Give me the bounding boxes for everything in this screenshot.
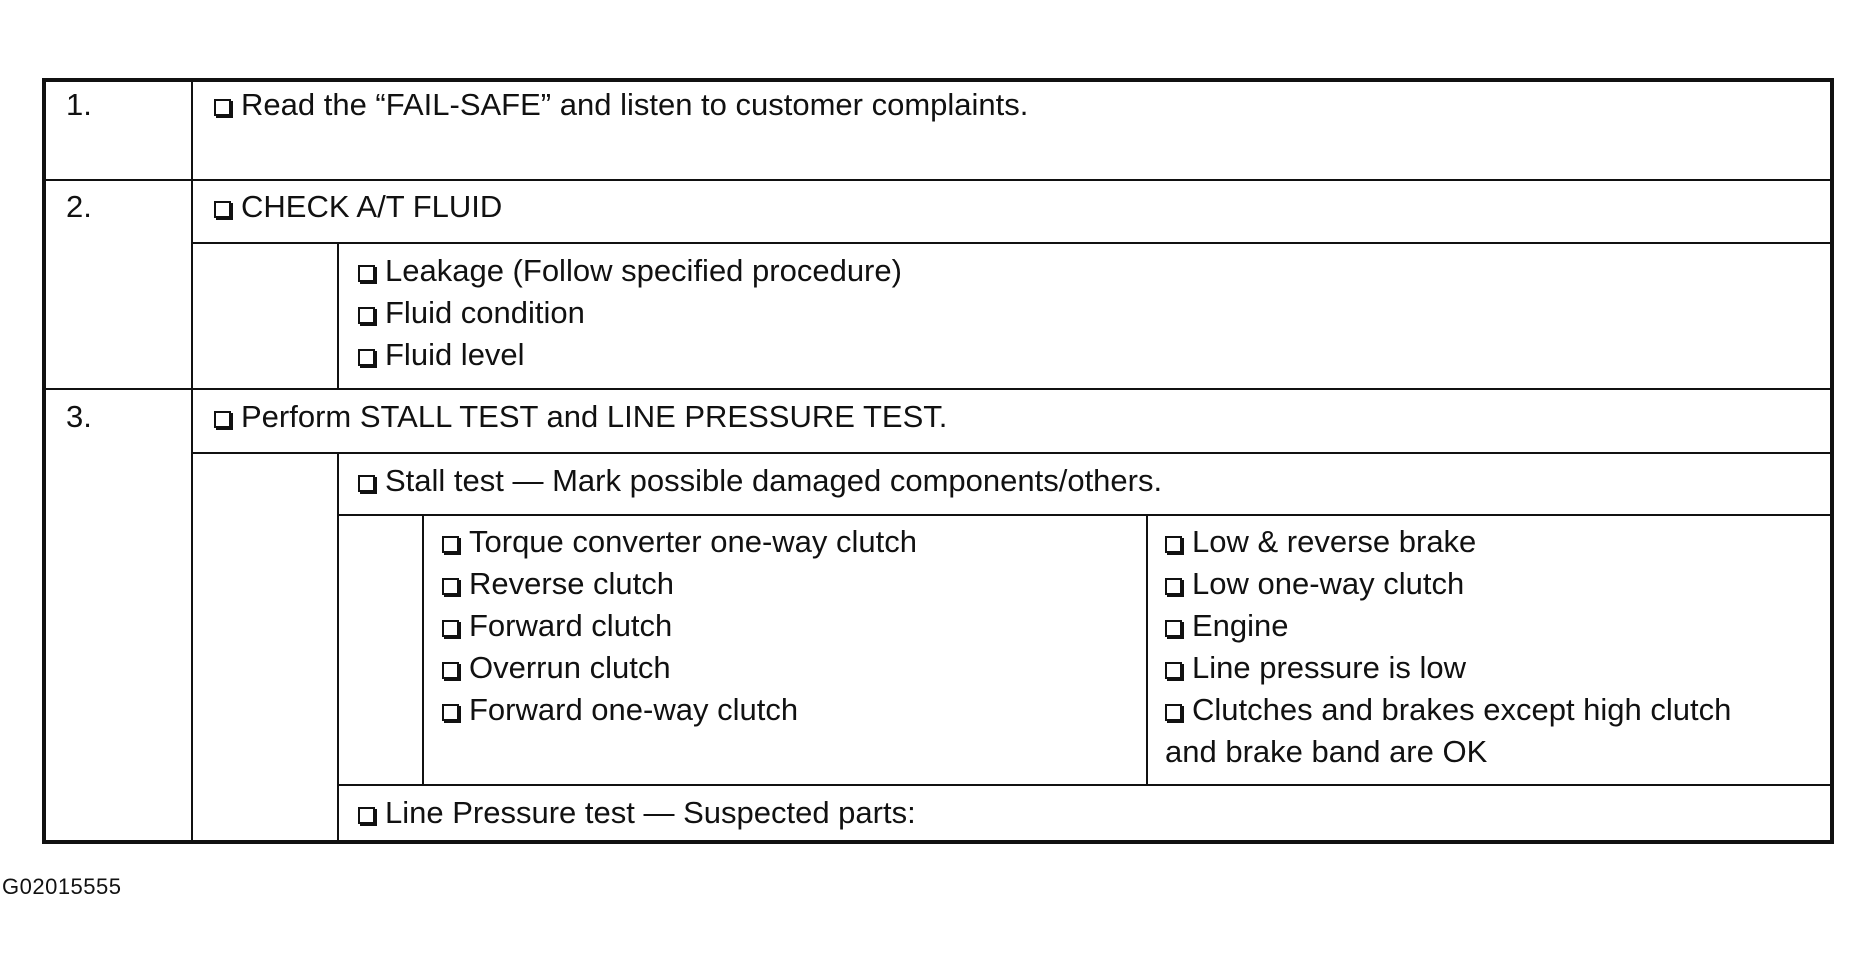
stall-column-divider [1146, 514, 1148, 786]
step-3-number: 3. [66, 399, 92, 434]
checkbox-icon[interactable] [214, 201, 231, 218]
checkbox-icon[interactable] [1165, 662, 1182, 679]
step-2-text: CHECK A/T FLUID [241, 189, 503, 224]
checkbox-icon[interactable] [214, 411, 231, 428]
checkbox-icon[interactable] [358, 307, 375, 324]
step-1-text: Read the “FAIL-SAFE” and listen to customer complaints. [241, 87, 1029, 122]
line-pressure-test-item[interactable] [358, 792, 916, 834]
checkbox-icon[interactable] [1165, 704, 1182, 721]
check-item[interactable]: Engine [1165, 605, 1731, 647]
check-item[interactable]: Forward clutch [442, 605, 917, 647]
checkbox-icon[interactable] [442, 704, 459, 721]
check-item[interactable]: Fluid condition [358, 292, 902, 334]
checkbox-icon[interactable] [1165, 578, 1182, 595]
checkbox-icon[interactable] [1165, 620, 1182, 637]
row-divider-2 [46, 388, 1830, 390]
check-item[interactable]: Forward one-way clutch [442, 689, 917, 731]
sub-indent-divider-3 [337, 452, 339, 840]
step-2-number: 2. [66, 189, 92, 224]
row-divider-2a [193, 242, 1830, 244]
check-item[interactable]: Low & reverse brake [1165, 521, 1731, 563]
check-item[interactable]: Torque converter one-way clutch [442, 521, 917, 563]
row-divider-3a [193, 452, 1830, 454]
step-1-number: 1. [66, 87, 92, 122]
check-item[interactable]: Low one-way clutch [1165, 563, 1731, 605]
check-item[interactable]: Line pressure is low [1165, 647, 1731, 689]
check-item[interactable]: Fluid level [358, 334, 902, 376]
stall-right-items [1165, 521, 1731, 773]
checkbox-icon[interactable] [1165, 536, 1182, 553]
checkbox-icon[interactable] [442, 620, 459, 637]
check-item[interactable]: Reverse clutch [442, 563, 917, 605]
step-1-item[interactable] [214, 84, 1028, 126]
row-divider-3c [339, 784, 1830, 786]
checkbox-icon[interactable] [214, 99, 231, 116]
step-2-item[interactable] [214, 186, 502, 228]
stall-indent-divider [422, 514, 424, 786]
stall-left-items [442, 521, 917, 731]
row-divider-3b [339, 514, 1830, 516]
diagnostic-checklist-table [42, 78, 1834, 844]
check-item[interactable]: Clutches and brakes except high clutch [1165, 689, 1731, 731]
step-3-item[interactable] [214, 396, 947, 438]
row-divider-1 [46, 179, 1830, 181]
check-item[interactable]: Overrun clutch [442, 647, 917, 689]
stall-test-item[interactable] [358, 460, 1162, 502]
check-item-continuation: and brake band are OK [1165, 734, 1488, 769]
check-item[interactable]: Leakage (Follow specified procedure) [358, 250, 902, 292]
checkbox-icon[interactable] [358, 475, 375, 492]
checkbox-icon[interactable] [358, 265, 375, 282]
checkbox-icon[interactable] [358, 349, 375, 366]
stall-test-text: Stall test — Mark possible damaged components/others. [385, 463, 1163, 498]
checkbox-icon[interactable] [358, 807, 375, 824]
figure-id: G02015555 [2, 874, 122, 899]
step-2-subitems [358, 250, 902, 376]
step-3-text: Perform STALL TEST and LINE PRESSURE TEST. [241, 399, 948, 434]
checkbox-icon[interactable] [442, 662, 459, 679]
sub-indent-divider-2 [337, 242, 339, 390]
checkbox-icon[interactable] [442, 536, 459, 553]
line-pressure-test-text: Line Pressure test — Suspected parts: [385, 795, 916, 830]
number-column-divider [191, 82, 193, 840]
checkbox-icon[interactable] [442, 578, 459, 595]
